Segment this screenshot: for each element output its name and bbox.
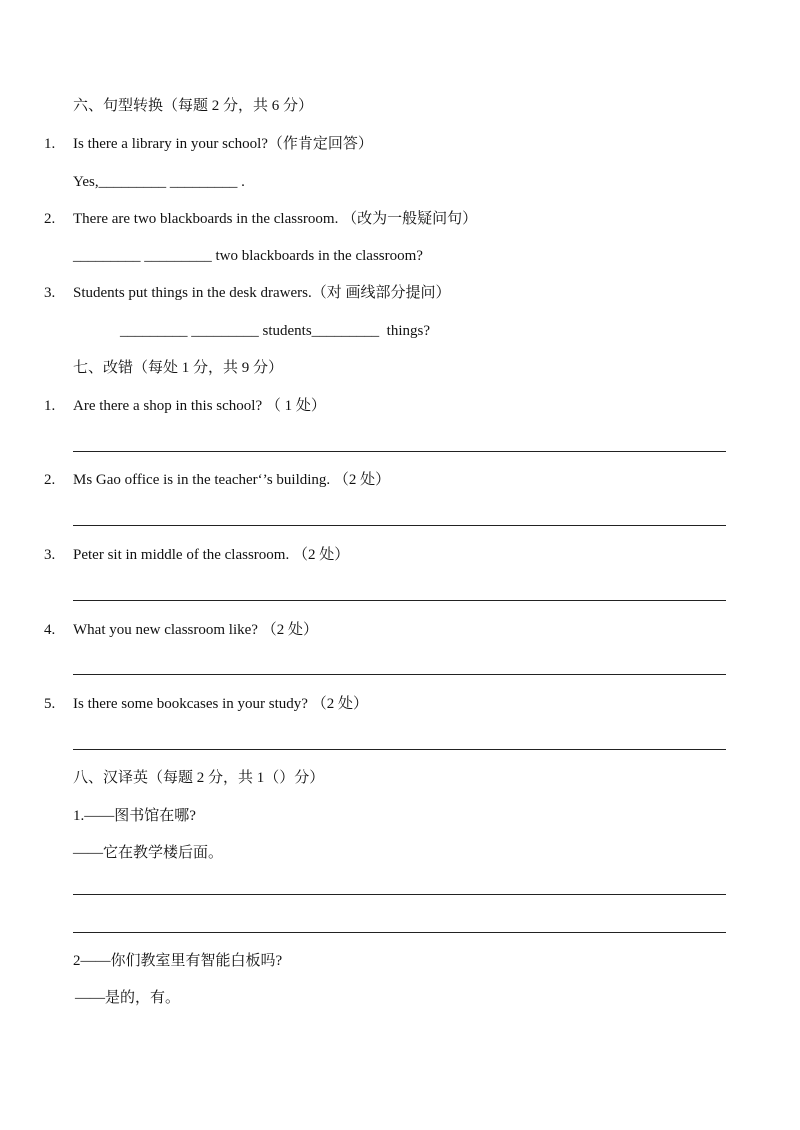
s6-q2-answer-line[interactable]: _________ _________ two blackboards in the classroom?	[73, 248, 423, 264]
s7-q2-text: Ms Gao office is in the teacher‘’s building. （2 处）	[73, 472, 391, 488]
section-6-title: 六、句型转换（每题 2 分，共 6 分）	[73, 98, 314, 114]
s7-q4-text: What you new classroom like? （2 处）	[73, 622, 318, 638]
s6-q3-number: 3.	[44, 285, 56, 301]
s8-q1-reply: ——它在教学楼后面。	[73, 845, 224, 861]
s7-q4-number: 4.	[44, 622, 56, 638]
s7-q3-answer-rule[interactable]	[73, 600, 726, 601]
s7-q1-text: Are there a shop in this school? （ 1 处）	[73, 398, 326, 414]
s7-q1-number: 1.	[44, 398, 56, 414]
s6-q1-number: 1.	[44, 136, 56, 152]
s6-q3-text: Students put things in the desk drawers.（对 画线部分提问）	[73, 285, 451, 301]
s7-q5-answer-rule[interactable]	[73, 749, 726, 750]
s7-q1-answer-rule[interactable]	[73, 451, 726, 452]
section-7-title: 七、改错（每处 1 分，共 9 分）	[73, 360, 284, 376]
s8-q1-answer-rule-1[interactable]	[73, 894, 726, 895]
s6-q3-answer-line[interactable]: _________ _________ students_________ things?	[120, 323, 430, 339]
s6-q1-answer-line[interactable]: Yes,_________ _________ .	[73, 174, 245, 190]
s8-q1-prompt: 1.——图书馆在哪?	[73, 808, 196, 824]
s7-q5-number: 5.	[44, 696, 56, 712]
section-8-title: 八、汉译英（每题 2 分，共 1（）分）	[73, 770, 325, 786]
s7-q2-answer-rule[interactable]	[73, 525, 726, 526]
s7-q4-answer-rule[interactable]	[73, 674, 726, 675]
s7-q5-text: Is there some bookcases in your study? （2 处）	[73, 696, 368, 712]
s6-q2-text: There are two blackboards in the classroom. （改为一般疑问句）	[73, 211, 478, 227]
s8-q2-prompt: 2——你们教室里有智能白板吗?	[73, 953, 283, 969]
s7-q3-number: 3.	[44, 547, 56, 563]
s8-q2-reply: ——是的，有。	[75, 990, 181, 1006]
s8-q1-answer-rule-2[interactable]	[73, 932, 726, 933]
s6-q2-number: 2.	[44, 211, 56, 227]
s7-q3-text: Peter sit in middle of the classroom. （2 处）	[73, 547, 350, 563]
s7-q2-number: 2.	[44, 472, 56, 488]
s6-q1-text: Is there a library in your school?（作肯定回答）	[73, 136, 373, 152]
